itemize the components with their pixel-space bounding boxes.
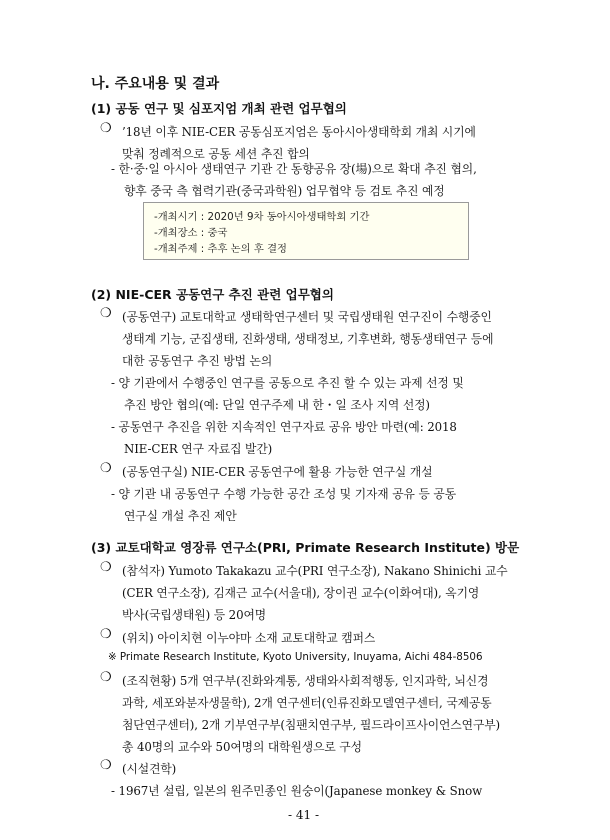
paragraph-line: 총 40명의 교수와 50여명의 대학원생으로 구성	[122, 740, 362, 754]
bullet-circle-icon: ❍	[100, 121, 112, 136]
paragraph-line: (공동연구) 교토대학교 생태학연구센터 및 국립생태원 연구진이 수행중인	[122, 310, 492, 324]
paragraph-line: (시설견학)	[122, 762, 177, 776]
paragraph-line: 맞춰 정례적으로 공동 세션 추진 합의	[122, 147, 310, 161]
bullet-circle-icon: ❍	[100, 758, 112, 773]
detail-line: 향후 중국 측 협력기관(중국과학원) 업무협약 등 검토 추진 예정	[124, 184, 445, 198]
paragraph-line: ’18년 이후 NIE-CER 공동심포지엄은 동아시아생태학회 개최 시기에	[122, 125, 476, 139]
paragraph-line: (위치) 아이치현 이누야마 소재 교토대학교 캠퍼스	[122, 631, 376, 645]
detail-line: - 공동연구 추진을 위한 지속적인 연구자료 공유 방안 마련(예: 2018	[111, 420, 457, 434]
paragraph-line: 과학, 세포와분자생물학), 2개 연구센터(인류진화모델연구센터, 국제공동	[122, 696, 492, 710]
bullet-circle-icon: ❍	[100, 306, 112, 321]
box-line: -개최주제 : 추후 논의 후 결정	[154, 243, 287, 255]
detail-line: 추진 방안 협의(예: 단일 연구주제 내 한・일 조사 지역 선정)	[124, 398, 430, 412]
paragraph-line: (참석자) Yumoto Takakazu 교수(PRI 연구소장), Nakano Shinichi 교수	[122, 564, 508, 578]
bullet-circle-icon: ❍	[100, 670, 112, 685]
heading-3: (3) 교토대학교 영장류 연구소(PRI, Primate Research Institute) 방문	[91, 540, 520, 555]
bullet-circle-icon: ❍	[100, 560, 112, 575]
section-title: 나. 주요내용 및 결과	[91, 76, 220, 92]
bullet-circle-icon: ❍	[100, 461, 112, 476]
page-number: - 41 -	[288, 808, 320, 822]
paragraph-line: (CER 연구소장), 김재근 교수(서울대), 장이권 교수(이화여대), 옥기영	[122, 586, 480, 600]
box-line: -개최장소 : 중국	[154, 227, 228, 239]
paragraph-line: 생태계 기능, 군집생태, 진화생태, 생태정보, 기후변화, 행동생태연구 등에	[122, 332, 494, 346]
detail-line: - 한·중·일 아시아 생태연구 기관 간 동향공유 장(場)으로 확대 추진 협의,	[111, 162, 477, 176]
bullet-circle-icon: ❍	[100, 627, 112, 642]
paragraph-line: (공동연구실) NIE-CER 공동연구에 활용 가능한 연구실 개설	[122, 465, 433, 479]
paragraph-line: 첨단연구센터), 2개 기부연구부(침팬치연구부, 필드라이프사이언스연구부)	[122, 718, 501, 732]
box-line: -개최시기 : 2020년 9차 동아시아생태학회 기간	[154, 211, 370, 223]
detail-line: 연구실 개설 추진 제안	[124, 509, 237, 523]
detail-line: - 양 기관 내 공동연구 수행 가능한 공간 조성 및 기자재 공유 등 공동	[111, 487, 457, 501]
note-line: ※ Primate Research Institute, Kyoto University, Inuyama, Aichi 484-8506	[108, 651, 483, 663]
detail-line: - 1967년 설립, 일본의 원주민종인 원숭이(Japanese monkey & Snow	[111, 784, 483, 798]
detail-line: - 양 기관에서 수행중인 연구를 공동으로 추진 할 수 있는 과제 선정 및	[111, 376, 464, 390]
paragraph-line: 박사(국립생태원) 등 20여명	[122, 608, 267, 622]
info-box	[143, 202, 469, 260]
paragraph-line: 대한 공동연구 추진 방법 논의	[122, 354, 273, 368]
heading-1: (1) 공동 연구 및 심포지엄 개최 관련 업무협의	[91, 101, 347, 116]
detail-line: NIE-CER 연구 자료집 발간)	[124, 442, 273, 456]
heading-2: (2) NIE-CER 공동연구 추진 관련 업무협의	[91, 287, 334, 302]
paragraph-line: (조직현황) 5개 연구부(진화와계통, 생태와사회적행동, 인지과학, 뇌신경	[122, 674, 489, 688]
